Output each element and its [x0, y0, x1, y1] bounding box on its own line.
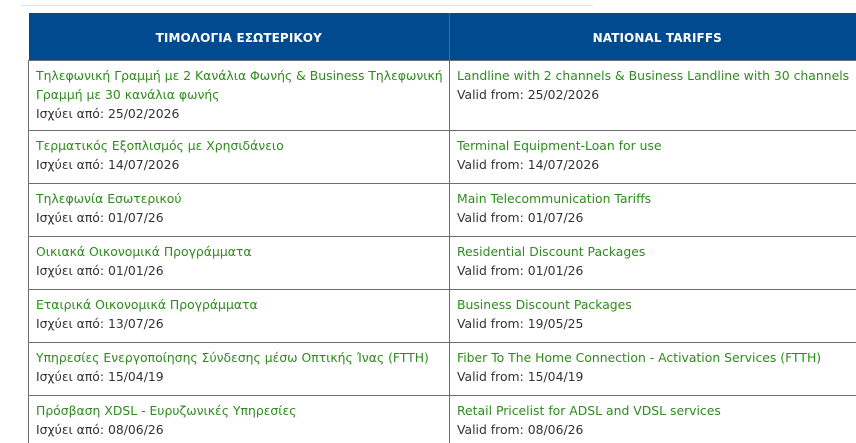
divider — [21, 5, 593, 6]
greek-tariff-link[interactable]: Εταιρικά Οικονομικά Προγράμματα — [36, 297, 258, 312]
greek-tariff-link[interactable]: Τηλεφωνική Γραμμή με 2 Κανάλια Φωνής & Business Τηλεφωνική Γραμμή με 30 κανάλια φωνής — [36, 68, 443, 102]
tariffs-table — [28, 13, 856, 443]
greek-cell — [29, 343, 450, 396]
table-row — [29, 237, 856, 290]
greek-valid-date: Ισχύει από: 13/07/26 — [36, 316, 164, 331]
english-cell — [450, 131, 856, 184]
greek-valid-date: Ισχύει από: 08/06/26 — [36, 422, 164, 437]
english-tariff-link[interactable]: Residential Discount Packages — [457, 244, 646, 259]
greek-cell — [29, 184, 450, 237]
greek-valid-date: Ισχύει από: 01/01/26 — [36, 263, 164, 278]
table-row — [29, 184, 856, 237]
english-cell — [450, 290, 856, 343]
table-row — [29, 131, 856, 184]
greek-cell — [29, 396, 450, 443]
greek-cell — [29, 290, 450, 343]
header-greek-tariffs: ΤΙΜΟΛΟΓΙΑ ΕΣΩΤΕΡΙΚΟΥ — [29, 13, 450, 61]
english-cell — [450, 396, 856, 443]
table-header-row — [29, 13, 856, 61]
greek-valid-date: Ισχύει από: 25/02/2026 — [36, 106, 180, 121]
header-national-tariffs: NATIONAL TARIFFS — [450, 13, 856, 61]
greek-cell — [29, 61, 450, 131]
english-cell — [450, 184, 856, 237]
english-valid-date: Valid from: 01/07/26 — [457, 210, 584, 225]
english-tariff-link[interactable]: Retail Pricelist for ADSL and VDSL services — [457, 403, 721, 418]
greek-valid-date: Ισχύει από: 01/07/26 — [36, 210, 164, 225]
greek-cell — [29, 131, 450, 184]
greek-tariff-link[interactable]: Οικιακά Οικονομικά Προγράμματα — [36, 244, 252, 259]
english-valid-date: Valid from: 19/05/25 — [457, 316, 584, 331]
table-row — [29, 290, 856, 343]
english-valid-date: Valid from: 15/04/19 — [457, 369, 584, 384]
english-valid-date: Valid from: 01/01/26 — [457, 263, 584, 278]
english-tariff-link[interactable]: Fiber To The Home Connection - Activation Services (FTTH) — [457, 350, 822, 365]
english-cell — [450, 237, 856, 290]
english-cell — [450, 61, 856, 131]
greek-tariff-link[interactable]: Τερματικός Εξοπλισμός με Χρησιδάνειο — [36, 138, 284, 153]
table-row — [29, 343, 856, 396]
greek-tariff-link[interactable]: Υπηρεσίες Ενεργοποίησης Σύνδεσης μέσω Οπτικής Ίνας (FTTH) — [36, 350, 429, 365]
greek-tariff-link[interactable]: Πρόσβαση XDSL - Ευρυζωνικές Υπηρεσίες — [36, 403, 297, 418]
english-tariff-link[interactable]: Business Discount Packages — [457, 297, 632, 312]
greek-cell — [29, 237, 450, 290]
english-valid-date: Valid from: 08/06/26 — [457, 422, 584, 437]
table-row — [29, 396, 856, 443]
greek-valid-date: Ισχύει από: 14/07/2026 — [36, 157, 180, 172]
english-tariff-link[interactable]: Terminal Equipment-Loan for use — [457, 138, 662, 153]
english-tariff-link[interactable]: Landline with 2 channels & Business Landline with 30 channels — [457, 68, 850, 83]
greek-valid-date: Ισχύει από: 15/04/19 — [36, 369, 164, 384]
table-row — [29, 61, 856, 131]
english-tariff-link[interactable]: Main Telecommunication Tariffs — [457, 191, 652, 206]
greek-tariff-link[interactable]: Τηλεφωνία Εσωτερικού — [36, 191, 182, 206]
english-cell — [450, 343, 856, 396]
english-valid-date: Valid from: 25/02/2026 — [457, 87, 600, 102]
english-valid-date: Valid from: 14/07/2026 — [457, 157, 600, 172]
